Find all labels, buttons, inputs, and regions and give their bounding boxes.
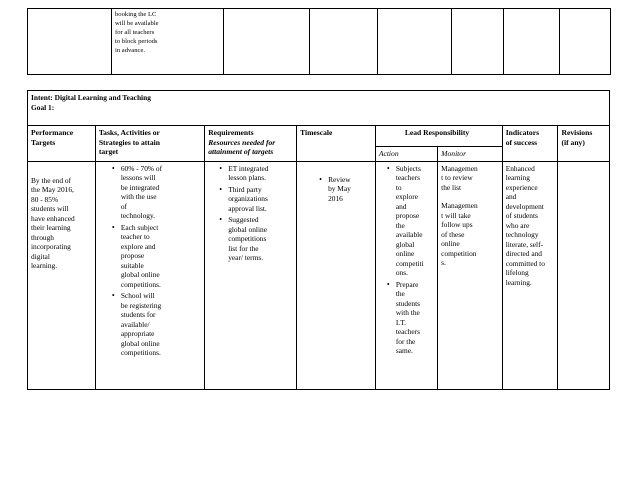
- continuation-line: for all teachers: [115, 28, 155, 36]
- cell-line: ons.: [395, 268, 408, 277]
- cell-line: of: [120, 201, 127, 211]
- cell-line: global online: [120, 338, 160, 348]
- cell-line: lessons will: [120, 173, 156, 182]
- cell-line: Enhanced: [505, 163, 535, 173]
- continuation-text-cell: [112, 9, 224, 75]
- cell-line: lifelong: [505, 268, 529, 277]
- cell-line: of these: [441, 229, 465, 239]
- cell-line: I.T.: [395, 317, 406, 327]
- cell-line: • 60% - 70% of: [120, 163, 163, 173]
- header-revisions: [558, 126, 610, 162]
- cell-line: technology.: [120, 211, 156, 220]
- header-timescale: [297, 126, 376, 162]
- intent-title: Intent: Digital Learning and Teaching: [31, 93, 151, 102]
- cell-line: • Suggested: [228, 215, 259, 224]
- cell-line: be registering: [120, 300, 162, 310]
- cell-line: learning.: [505, 277, 532, 287]
- cell-line: organizations: [228, 194, 268, 203]
- cell-line: the: [395, 289, 405, 298]
- list-item: [396, 164, 434, 278]
- continuation-table: [27, 8, 611, 75]
- spacer: [441, 192, 499, 201]
- list-item: [121, 223, 201, 290]
- cell-line: learning.: [31, 261, 58, 270]
- cell-line: development: [505, 201, 544, 211]
- cell-line: • Each subject: [120, 222, 159, 232]
- header-text: Monitor: [441, 149, 467, 158]
- cell-line: to: [395, 182, 402, 192]
- header-text: of success: [505, 137, 538, 147]
- cell-line: • Prepare: [395, 279, 419, 289]
- cell-line: online: [441, 239, 460, 248]
- cell-line: of students: [505, 211, 538, 220]
- cell-line: global online: [120, 270, 160, 279]
- cell-line: • School will: [120, 291, 155, 300]
- requirements-cell: [205, 161, 297, 389]
- cell-line: experience: [505, 182, 538, 192]
- cell-line: year/ terms.: [228, 253, 264, 262]
- header-text: Strategies to attain: [98, 137, 160, 147]
- cell-line: 80 - 85%: [31, 194, 59, 204]
- cell-line: students will: [31, 204, 69, 213]
- performance-targets-cell: [28, 161, 96, 389]
- cell-line: the May 2016,: [31, 185, 74, 194]
- header-text: Indicators: [505, 128, 540, 137]
- empty-cell: [504, 9, 560, 75]
- cell-line: have enhanced: [31, 213, 75, 223]
- list-item: [328, 175, 372, 204]
- header-text: Targets: [31, 137, 56, 147]
- cell-line: who are: [505, 220, 530, 230]
- cell-line: committed to: [505, 258, 545, 268]
- cell-line: incorporating: [31, 242, 71, 251]
- header-text: Requirements: [208, 128, 254, 137]
- empty-cell: [378, 9, 452, 75]
- tasks-list: [99, 164, 201, 358]
- header-subtext: attainment of targets: [208, 147, 274, 156]
- header-text: Timescale: [300, 128, 333, 137]
- requirements-list: [208, 164, 293, 263]
- continuation-line: booking the LC: [115, 11, 157, 18]
- cell-line: • Review: [328, 174, 351, 184]
- cell-line: literate, self-: [505, 239, 544, 249]
- header-action: [375, 147, 437, 162]
- cell-line: and: [505, 192, 517, 201]
- continuation-line: in advance.: [115, 46, 146, 54]
- header-tasks: [95, 126, 204, 162]
- empty-cell: [224, 9, 310, 75]
- timescale-cell: [297, 161, 376, 389]
- list-item: [396, 280, 434, 356]
- list-item: [121, 164, 201, 221]
- continuation-line: to block periods: [115, 37, 158, 45]
- header-text: Lead Responsibility: [404, 128, 470, 137]
- cell-line: directed and: [505, 249, 543, 258]
- header-indicators: [502, 126, 558, 162]
- cell-line: appropriate: [120, 329, 155, 338]
- header-text: Revisions: [561, 128, 593, 137]
- empty-cell: [310, 9, 378, 75]
- cell-line: teacher to: [120, 232, 150, 241]
- list-item: [121, 291, 201, 358]
- cell-line: propose: [395, 211, 420, 220]
- cell-line: • Third party: [228, 184, 262, 194]
- cell-line: with the: [395, 308, 420, 317]
- cell-line: competitions: [228, 234, 267, 243]
- header-text: target: [98, 147, 119, 156]
- cell-line: same.: [395, 346, 413, 355]
- cell-line: propose: [120, 251, 145, 260]
- header-text: (if any): [561, 137, 585, 147]
- list-item: [228, 215, 293, 263]
- cell-line: s.: [441, 258, 446, 267]
- indicators-cell: [502, 161, 558, 389]
- list-item: [228, 164, 293, 183]
- cell-line: suitable: [120, 260, 144, 270]
- cell-line: learning: [505, 173, 530, 182]
- cell-line: • ET integrated: [228, 163, 269, 173]
- cell-line: be integrated: [120, 182, 160, 192]
- cell-line: 2016: [328, 193, 343, 203]
- cell-line: follow ups: [441, 220, 473, 229]
- header-subtext: Resources needed for: [208, 137, 276, 147]
- empty-cell: [28, 9, 112, 75]
- cell-line: through: [31, 232, 54, 242]
- cell-line: global: [395, 239, 415, 249]
- cell-line: by May: [328, 184, 351, 193]
- cell-line: and: [395, 201, 407, 211]
- cell-line: teachers: [395, 173, 421, 182]
- cell-line: approval list.: [228, 203, 267, 213]
- goal-table: [27, 90, 610, 390]
- cell-line: students for: [120, 310, 156, 319]
- cell-line: competition: [441, 248, 477, 258]
- action-cell: [375, 161, 437, 389]
- header-monitor: [438, 147, 503, 162]
- goal-label: Goal 1:: [31, 102, 55, 112]
- cell-line: lesson plans.: [228, 173, 266, 182]
- cell-line: competitions.: [120, 348, 161, 357]
- cell-line: with the use: [120, 192, 157, 201]
- continuation-line: will be available: [115, 19, 159, 27]
- empty-cell: [452, 9, 504, 75]
- cell-line: digital: [31, 251, 50, 261]
- cell-line: available: [395, 230, 423, 239]
- header-performance-targets: [28, 126, 96, 162]
- cell-line: the: [395, 220, 405, 230]
- revisions-cell: [558, 161, 610, 389]
- empty-cell: [560, 9, 611, 75]
- goal-title-cell: [28, 91, 610, 126]
- cell-line: online: [395, 249, 415, 258]
- timescale-list: [300, 175, 372, 204]
- cell-line: • Subjects: [395, 163, 421, 173]
- cell-line: competitions.: [120, 279, 161, 289]
- header-text: Action: [378, 149, 399, 158]
- cell-line: Managemen: [441, 163, 478, 173]
- action-list: [379, 164, 434, 356]
- cell-line: t will take: [441, 210, 471, 220]
- cell-line: the list: [441, 182, 462, 192]
- monitor-cell: [438, 161, 503, 389]
- cell-line: list for the: [228, 243, 259, 253]
- cell-line: students: [395, 298, 421, 308]
- cell-line: teachers: [395, 327, 421, 336]
- header-text: Performance: [31, 128, 74, 137]
- cell-line: t to review: [441, 173, 473, 182]
- cell-line: available/: [120, 319, 150, 329]
- cell-line: global online: [228, 224, 267, 234]
- header-text: Tasks, Activities or: [98, 128, 160, 137]
- tasks-cell: [95, 161, 204, 389]
- cell-line: competiti: [395, 258, 424, 268]
- cell-line: for the: [395, 336, 416, 346]
- cell-line: their learning: [31, 223, 71, 232]
- cell-line: By the end of: [31, 175, 72, 185]
- header-requirements: [205, 126, 297, 162]
- list-item: [228, 185, 293, 214]
- cell-line: explore: [395, 192, 418, 201]
- header-lead-responsibility: [375, 126, 502, 147]
- cell-line: technology: [505, 230, 539, 239]
- cell-line: Managemen: [441, 201, 478, 210]
- cell-line: explore and: [120, 241, 156, 251]
